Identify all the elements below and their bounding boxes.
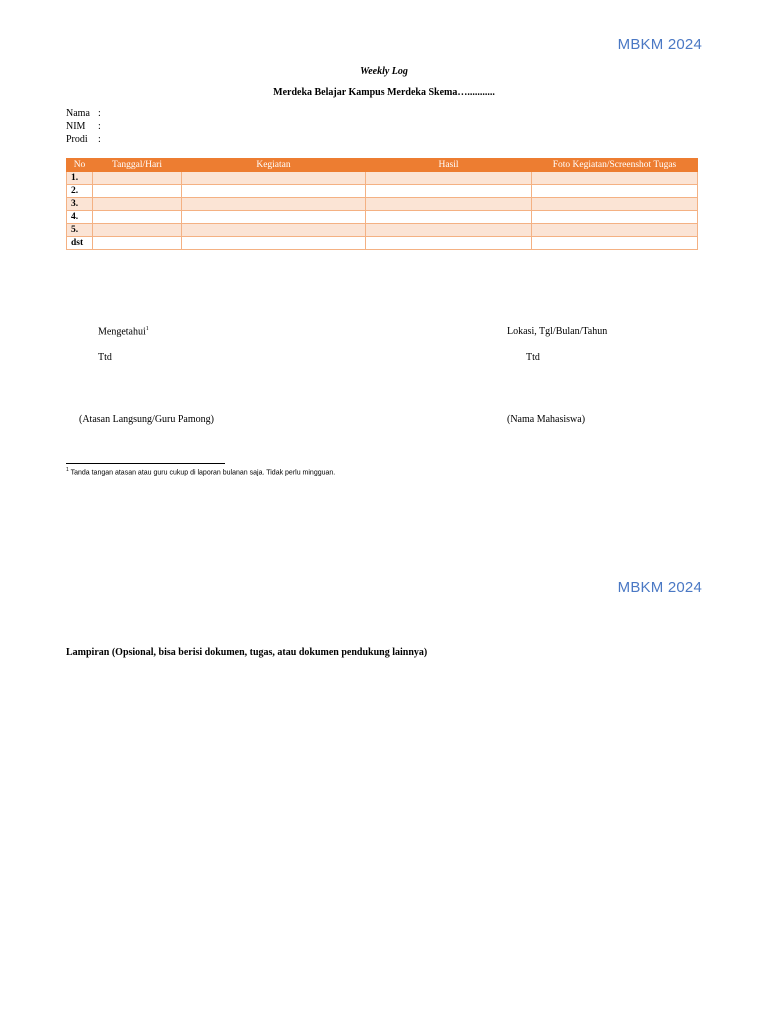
table-cell	[93, 237, 182, 250]
field-separator: :	[98, 134, 101, 145]
table-cell	[532, 198, 698, 211]
table-cell	[366, 211, 532, 224]
table-cell	[532, 224, 698, 237]
table-cell	[93, 224, 182, 237]
field-separator: :	[98, 108, 101, 119]
table-cell	[182, 211, 366, 224]
table-cell	[532, 211, 698, 224]
signature-right-label: Lokasi, Tgl/Bulan/Tahun	[507, 326, 608, 337]
table-header-row	[67, 159, 698, 172]
row-number: 2.	[67, 185, 93, 198]
row-number: 3.	[67, 198, 93, 211]
lampiran-heading: Lampiran (Opsional, bisa berisi dokumen, tugas, atau dokumen pendukung lainnya)	[66, 647, 428, 658]
signature-left-label	[98, 326, 149, 337]
field-nama	[66, 108, 101, 119]
field-nim	[66, 121, 101, 132]
table-row	[67, 211, 698, 224]
column-header-foto: Foto Kegiatan/Screenshot Tugas	[532, 159, 698, 172]
footnote	[66, 467, 335, 476]
table-cell	[93, 172, 182, 185]
table-cell	[366, 198, 532, 211]
footnote-divider	[66, 463, 225, 464]
table-cell	[182, 185, 366, 198]
table-cell	[182, 198, 366, 211]
table-row	[67, 198, 698, 211]
signature-right-name: (Nama Mahasiswa)	[507, 414, 586, 425]
page-header: MBKM 2024	[617, 36, 702, 53]
row-number: 1.	[67, 172, 93, 185]
document-subtitle: Merdeka Belajar Kampus Merdeka Skema…...........	[273, 87, 495, 98]
table-cell	[182, 237, 366, 250]
column-header-no: No	[67, 159, 93, 172]
footnote-ref[interactable]: 1	[145, 326, 149, 332]
table-cell	[93, 198, 182, 211]
table-cell	[366, 172, 532, 185]
footnote-number: 1	[66, 467, 69, 473]
table-cell	[366, 237, 532, 250]
table-cell	[93, 185, 182, 198]
signature-left-name: (Atasan Langsung/Guru Pamong)	[79, 414, 214, 425]
footnote-text: Tanda tangan atasan atau guru cukup di laporan bulanan saja. Tidak perlu mingguan.	[68, 469, 336, 477]
page-header-2: MBKM 2024	[617, 579, 702, 596]
table-cell	[182, 172, 366, 185]
row-number: 4.	[67, 211, 93, 224]
table-cell	[532, 172, 698, 185]
table-row	[67, 185, 698, 198]
column-header-kegiatan: Kegiatan	[182, 159, 366, 172]
table-cell	[532, 237, 698, 250]
signature-left-ttd: Ttd	[98, 352, 112, 363]
table-cell	[182, 224, 366, 237]
document-title: Weekly Log	[360, 66, 408, 77]
row-number: dst	[67, 237, 93, 250]
field-prodi	[66, 134, 101, 145]
column-header-tanggal: Tanggal/Hari	[93, 159, 182, 172]
weekly-log-table	[66, 158, 698, 250]
column-header-hasil: Hasil	[366, 159, 532, 172]
table-row	[67, 224, 698, 237]
table-cell	[532, 185, 698, 198]
field-label: NIM	[66, 121, 86, 132]
field-label: Nama	[66, 108, 90, 119]
table-cell	[93, 211, 182, 224]
field-label: Prodi	[66, 134, 88, 145]
field-separator: :	[98, 121, 101, 132]
table-cell	[366, 224, 532, 237]
signature-right-ttd: Ttd	[526, 352, 540, 363]
row-number: 5.	[67, 224, 93, 237]
table-row	[67, 237, 698, 250]
table-row	[67, 172, 698, 185]
table-cell	[366, 185, 532, 198]
mengetahui-text: Mengetahui	[98, 326, 146, 338]
